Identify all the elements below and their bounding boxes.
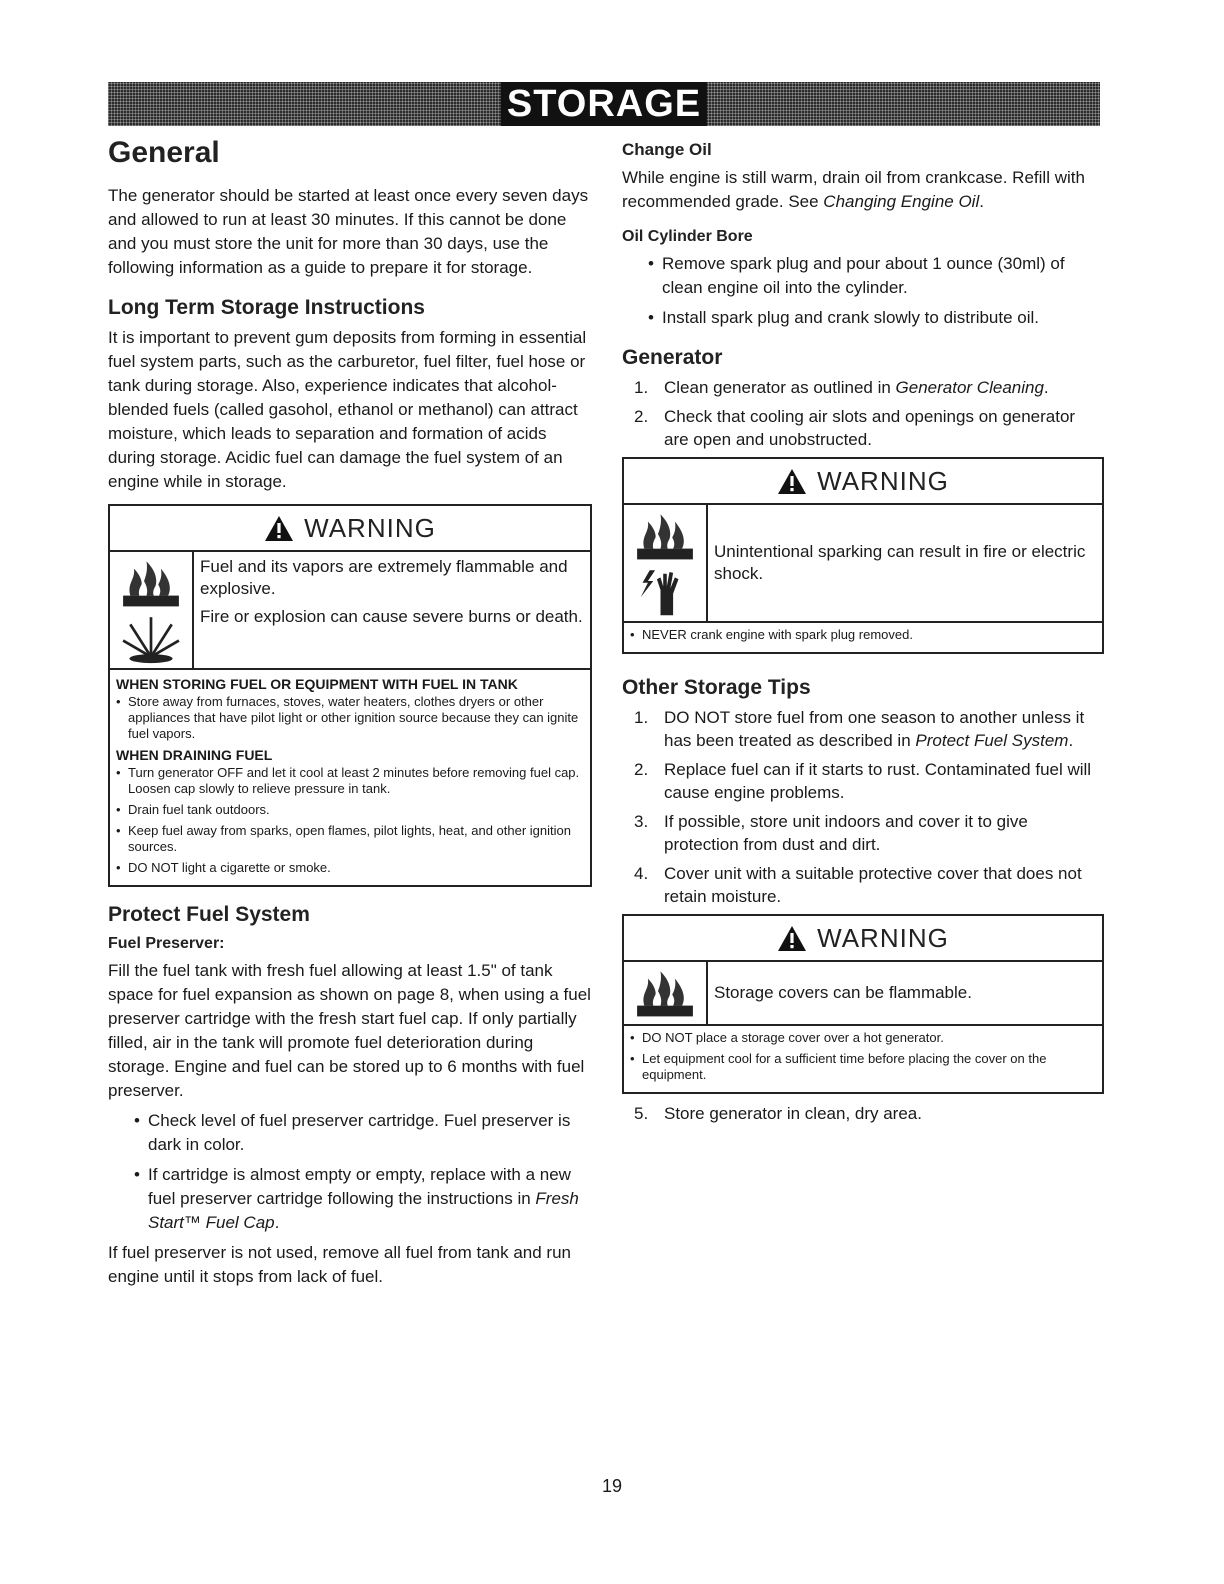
other-tips-heading: Other Storage Tips — [622, 676, 811, 699]
protect-fuel-heading: Protect Fuel System — [108, 903, 310, 926]
warning-label: WARNING — [817, 465, 949, 496]
fuel-preserver-list — [108, 1109, 592, 1235]
fuel-preserver-heading: Fuel Preserver: — [108, 935, 225, 952]
warning-triangle-icon — [777, 925, 807, 952]
notes-heading-storing: WHEN STORING FUEL OR EQUIPMENT WITH FUEL IN TANK — [116, 676, 518, 692]
warning-notes — [110, 670, 590, 885]
list-item: 1. DO NOT store fuel from one season to another unless it has been treated as described in Protect Fuel System. — [634, 708, 1085, 750]
note-item: • DO NOT light a cigarette or smoke. — [116, 860, 584, 876]
note-item: • Turn generator OFF and let it cool at least 2 minutes before removing fuel cap. Loosen cap slowly to relieve pressure in tank. — [116, 765, 584, 797]
list-item: 5. Store generator in clean, dry area. — [634, 1104, 922, 1123]
change-oil-text: While engine is still warm, drain oil from crankcase. Refill with recommended grade. See Changing Engine Oil. — [622, 168, 1085, 211]
page-number: 19 — [601, 1476, 623, 1496]
warning-label: WARNING — [304, 512, 436, 543]
generator-list — [622, 376, 1104, 451]
note-item: • Drain fuel tank outdoors. — [116, 802, 584, 818]
long-term-heading: Long Term Storage Instructions — [108, 296, 425, 319]
list-item: 2. Replace fuel can if it starts to rust. Contaminated fuel will cause engine problems. — [634, 760, 1092, 802]
notes-heading-draining: WHEN DRAINING FUEL — [116, 747, 273, 763]
list-item: • If cartridge is almost empty or empty, replace with a new fuel preserver cartridge following the instructions in Fresh Start™ Fuel Cap. — [134, 1163, 592, 1235]
long-term-text: It is important to prevent gum deposits from forming in essential fuel system parts, such as the carburetor, fuel filter, fuel hose or tank during storage. Also, experience indicates that alcohol-blended fuels (called gasohol, ethanol or methanol) can attract moisture, which leads to separation and formation of acids during storage. Acidic fuel can damage the fuel system of an engine while in storage. — [108, 328, 587, 491]
fire-hazard-icon — [632, 509, 698, 563]
warning-line-2: Fire or explosion can cause severe burns or death. — [200, 607, 583, 626]
note-item: • DO NOT place a storage cover over a hot generator. — [630, 1030, 1096, 1046]
fire-hazard-icon — [118, 556, 184, 610]
list-item: • Check level of fuel preserver cartridge. Fuel preserver is dark in color. — [134, 1109, 592, 1157]
warning-line-1: Fuel and its vapors are extremely flammable and explosive. — [200, 557, 568, 598]
oil-cylinder-heading: Oil Cylinder Bore — [622, 228, 753, 245]
list-item: 1. Clean generator as outlined in Generator Cleaning. — [634, 378, 1049, 397]
electric-shock-icon — [632, 563, 698, 617]
warning-icons — [624, 962, 708, 1024]
explosion-icon — [118, 610, 184, 664]
warning-body — [624, 505, 1102, 623]
warning-text — [708, 505, 1102, 621]
general-text: The generator should be started at least once every seven days and allowed to run at least 30 minutes. If this cannot be done and you must store the unit for more than 30 days, use the following information as a guide to prepare it for storage. — [108, 186, 589, 277]
list-item: 3. If possible, store unit indoors and cover it to give protection from dust and dirt. — [634, 812, 1028, 854]
cover-warning-box — [622, 914, 1104, 1094]
oil-cylinder-list — [622, 252, 1104, 330]
right-column — [622, 140, 1104, 1131]
final-tip-list — [622, 1102, 1104, 1125]
note-item: • NEVER crank engine with spark plug removed. — [630, 627, 1096, 643]
warning-label: WARNING — [817, 922, 949, 953]
warning-notes — [624, 1026, 1102, 1092]
note-item: • Store away from furnaces, stoves, water heaters, clothes dryers or other appliances that have pilot light or other ignition source because they can ignite fuel vapors. — [116, 694, 584, 742]
note-item: • Let equipment cool for a sufficient time before placing the cover on the equipment. — [630, 1051, 1096, 1083]
fire-hazard-icon — [632, 966, 698, 1020]
warning-notes — [624, 623, 1102, 652]
list-item: • Install spark plug and crank slowly to distribute oil. — [648, 306, 1104, 330]
warning-line-1: Unintentional sparking can result in fire or electric shock. — [714, 542, 1086, 583]
warning-triangle-icon — [777, 468, 807, 495]
warning-body — [624, 962, 1102, 1026]
warning-text — [194, 552, 590, 668]
warning-header — [624, 916, 1102, 962]
warning-icons — [110, 552, 194, 668]
list-item: 2. Check that cooling air slots and openings on generator are open and unobstructed. — [634, 407, 1076, 449]
list-item: • Remove spark plug and pour about 1 ounce (30ml) of clean engine oil into the cylinder. — [648, 252, 1104, 300]
left-column — [108, 136, 592, 1289]
warning-header — [624, 459, 1102, 505]
warning-line-1: Storage covers can be flammable. — [714, 983, 972, 1002]
section-banner — [108, 82, 1100, 126]
warning-body — [110, 552, 590, 670]
warning-triangle-icon — [264, 515, 294, 542]
note-item: • Keep fuel away from sparks, open flames, pilot lights, heat, and other ignition sources. — [116, 823, 584, 855]
fuel-preserver-closing: If fuel preserver is not used, remove all fuel from tank and run engine until it stops from lack of fuel. — [108, 1243, 572, 1286]
warning-header — [110, 506, 590, 552]
list-item: 4. Cover unit with a suitable protective cover that does not retain moisture. — [634, 864, 1082, 906]
general-heading: General — [108, 136, 220, 169]
change-oil-heading: Change Oil — [622, 140, 712, 159]
other-tips-list — [622, 706, 1104, 908]
generator-heading: Generator — [622, 346, 723, 369]
fuel-warning-box — [108, 504, 592, 887]
fuel-preserver-text: Fill the fuel tank with fresh fuel allowing at least 1.5" of tank space for fuel expansion as shown on page 8, when using a fuel preserver cartridge with the fresh start fuel cap. If only partially filled, air in the tank will promote fuel deterioration during storage. Engine and fuel can be stored up to 6 months with fuel preserver. — [108, 961, 591, 1100]
warning-text — [708, 962, 1102, 1024]
spark-warning-box — [622, 457, 1104, 654]
warning-icons — [624, 505, 708, 621]
banner-title: STORAGE — [501, 82, 707, 126]
